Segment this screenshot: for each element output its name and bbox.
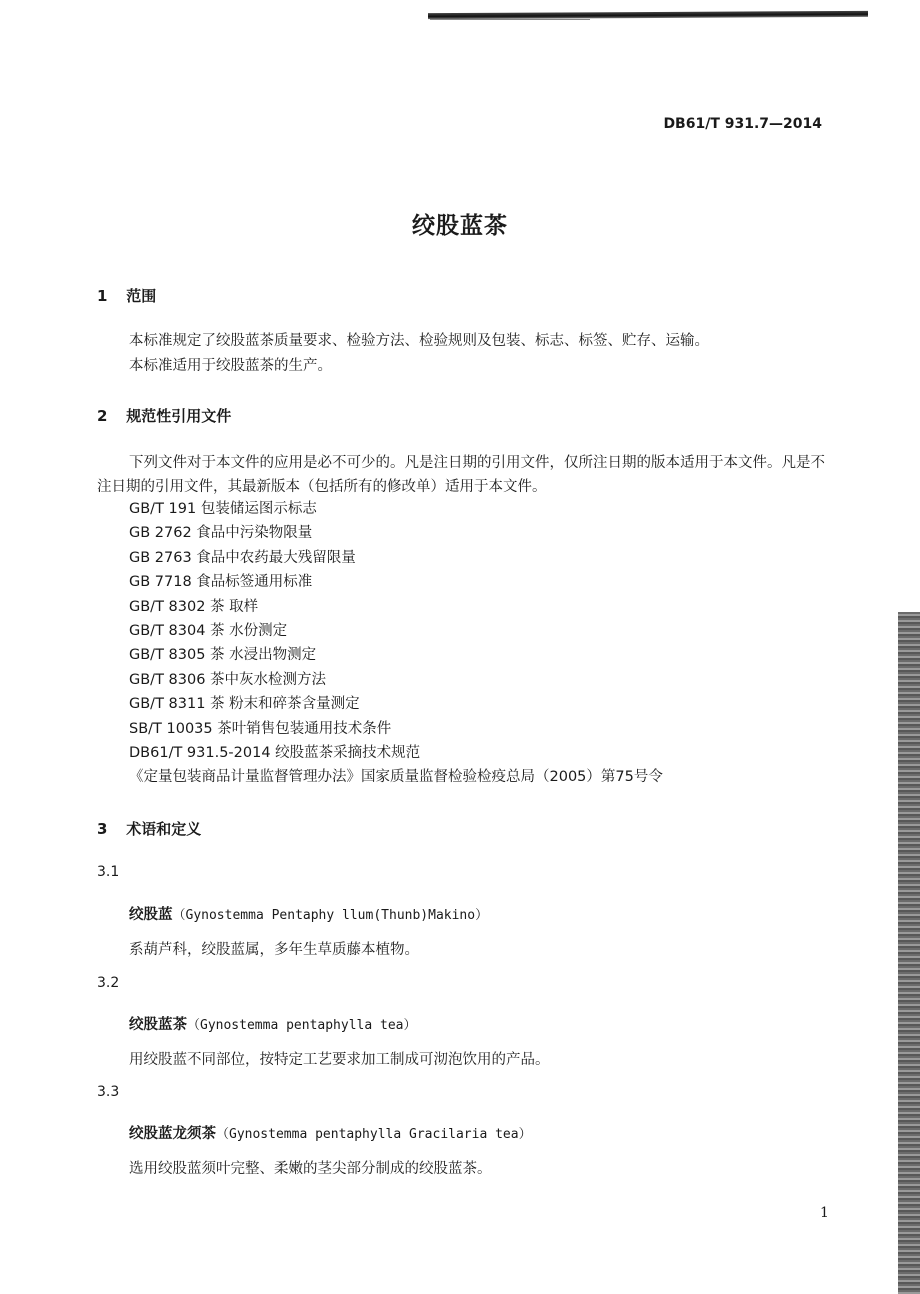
section-2-heading: [97, 405, 231, 426]
term-name: [129, 1122, 532, 1143]
section-number: 3: [97, 820, 108, 838]
term-definition: 系葫芦科，绞股蓝属，多年生草质藤本植物。: [129, 942, 419, 958]
section-title: 范围: [126, 287, 157, 305]
section-1-heading: [97, 285, 156, 306]
reference-item: GB/T 8306 茶中灰水检测方法: [129, 671, 327, 688]
section-3-heading: [97, 818, 201, 839]
reference-item: GB/T 191 包装储运图示标志: [129, 501, 317, 517]
scan-right-edge-shadow: [898, 612, 920, 1294]
scan-top-line-faint: [430, 19, 590, 20]
term-definition: 选用绞股蓝须叶完整、柔嫩的茎尖部分制成的绞股蓝茶。: [129, 1161, 492, 1177]
reference-item: GB 2762 食品中污染物限量: [129, 525, 313, 542]
section-number: 1: [97, 287, 108, 305]
term-number: 3.2: [97, 975, 120, 991]
term-name-cn: 绞股蓝: [129, 907, 173, 923]
scan-top-line: [428, 11, 868, 19]
term-definition: 用绞股蓝不同部位，按特定工艺要求加工制成可沏泡饮用的产品。: [129, 1052, 550, 1068]
standard-code: DB61/T 931.7—2014: [663, 116, 822, 132]
scope-paragraph-1: 本标准规定了绞股蓝茶质量要求、检验方法、检验规则及包装、标志、标签、贮存、运输。: [129, 333, 709, 349]
reference-item: SB/T 10035 茶叶销售包装通用技术条件: [129, 720, 392, 737]
term-name-en: （Gynostemma pentaphylla Gracilaria tea）: [216, 1127, 532, 1142]
term-number: 3.1: [97, 864, 120, 880]
section-title: 规范性引用文件: [126, 407, 232, 425]
document-title: 绞股蓝茶: [412, 213, 508, 239]
reference-item: GB/T 8305 茶 水浸出物测定: [129, 647, 317, 664]
term-name-en: （Gynostemma Pentaphy llum(Thunb)Makino）: [172, 908, 489, 923]
page-number: 1: [820, 1205, 829, 1221]
reference-item: GB/T 8311 茶 粉末和碎茶含量测定: [129, 696, 360, 713]
reference-item: GB 2763 食品中农药最大残留限量: [129, 549, 356, 566]
term-number: 3.3: [97, 1084, 120, 1100]
reference-item: GB/T 8302 茶 取样: [129, 598, 259, 615]
reference-item: GB/T 8304 茶 水份测定: [129, 623, 288, 640]
reference-item: 《定量包装商品计量监督管理办法》国家质量监督检验检疫总局（2005）第75号令: [129, 769, 663, 786]
term-name-en: （Gynostemma pentaphylla tea）: [187, 1018, 417, 1033]
section-title: 术语和定义: [126, 820, 202, 838]
term-name: [129, 903, 488, 924]
section-number: 2: [97, 407, 108, 425]
term-name-cn: 绞股蓝茶: [129, 1017, 187, 1033]
term-name: [129, 1013, 417, 1034]
reference-item: GB 7718 食品标签通用标准: [129, 574, 313, 591]
scope-paragraph-2: 本标准适用于绞股蓝茶的生产。: [129, 358, 332, 374]
term-name-cn: 绞股蓝龙须茶: [129, 1126, 216, 1142]
reference-list: [129, 497, 663, 790]
reference-item: DB61/T 931.5-2014 绞股蓝茶采摘技术规范: [129, 745, 421, 762]
references-intro: 下列文件对于本文件的应用是必不可少的。凡是注日期的引用文件，仅所注日期的版本适用于本文件。凡是不注日期的引用文件，其最新版本（包括所有的修改单）适用于本文件。: [97, 455, 825, 495]
